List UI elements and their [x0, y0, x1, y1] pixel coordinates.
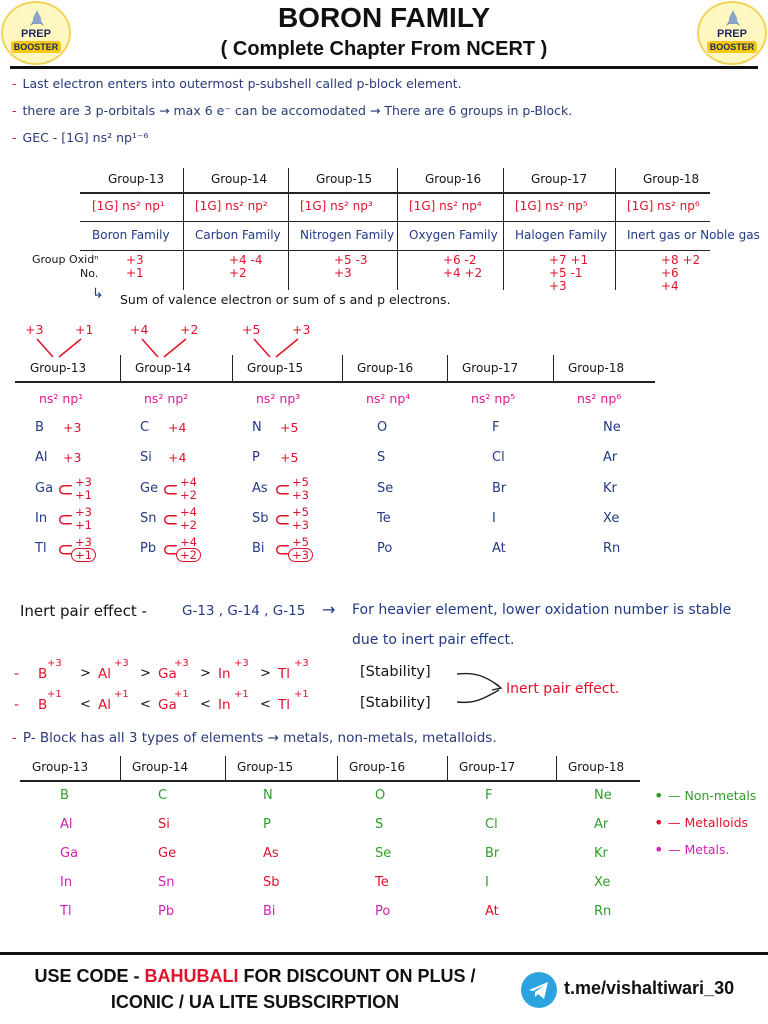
- ox-label: No.: [80, 267, 99, 280]
- table-col-divider: [288, 168, 289, 290]
- table-rule: [15, 381, 655, 383]
- oxidation-state: +3: [75, 535, 92, 549]
- element-symbol: In: [35, 511, 48, 526]
- legend-dot-icon: •: [654, 813, 664, 832]
- group-config: ns² np⁴: [366, 391, 411, 406]
- table-rule: [20, 780, 640, 782]
- group-oxidation: +6 -2: [443, 253, 477, 267]
- v-connector-icon: [134, 337, 194, 359]
- group-header: Group-15: [247, 361, 304, 375]
- brand-line-2: BOOSTER: [11, 41, 61, 53]
- group-config: [1G] ns² np²: [195, 199, 268, 213]
- legend-dot-icon: •: [654, 786, 664, 805]
- group-header: Group-14: [132, 760, 189, 774]
- element-symbol: Tl: [35, 541, 47, 556]
- table-col-divider: [232, 355, 233, 381]
- table-col-divider: [120, 355, 121, 381]
- page-subtitle: ( Complete Chapter From NCERT ): [220, 38, 548, 60]
- group-header: Group-13: [32, 760, 89, 774]
- element-symbol: Al: [35, 450, 48, 465]
- element-symbol: C: [158, 788, 168, 803]
- seq-charge: +1: [47, 689, 62, 700]
- group-config: ns² np⁶: [577, 391, 622, 406]
- group-header: Group-16: [357, 361, 414, 375]
- seq-element: Ga: [158, 697, 177, 713]
- element-symbol: Kr: [603, 481, 617, 496]
- group-config: [1G] ns² np⁴: [409, 199, 482, 213]
- seq-charge: +3: [174, 658, 189, 669]
- table-col-divider: [447, 756, 448, 780]
- seq-operator: <: [80, 697, 91, 712]
- group-header: Group-17: [459, 760, 516, 774]
- oxidation-state: +5: [292, 505, 309, 519]
- oxidation-pair-top: +3: [25, 322, 44, 337]
- element-symbol: Pb: [158, 904, 175, 919]
- group-config: [1G] ns² np⁶: [627, 199, 700, 213]
- element-symbol: I: [492, 511, 496, 526]
- element-symbol: F: [492, 420, 500, 435]
- oxidation-state: +5: [292, 535, 309, 549]
- group-header: Group-13: [30, 361, 87, 375]
- element-symbol: As: [263, 846, 279, 861]
- element-symbol: Al: [60, 817, 73, 832]
- group-header: Group-17: [531, 172, 588, 186]
- group-config: ns² np⁵: [471, 391, 516, 406]
- oxidation-state: +2: [180, 518, 197, 532]
- element-symbol: Pb: [140, 541, 157, 556]
- group-family: Halogen Family: [515, 228, 608, 242]
- title-divider: [10, 66, 758, 69]
- brand-line-2: BOOSTER: [707, 41, 757, 53]
- oxidation-state: +5: [292, 475, 309, 489]
- seq-operator: <: [140, 697, 151, 712]
- seq-element: Al: [98, 666, 111, 682]
- group-header: Group-16: [425, 172, 482, 186]
- oxidation-state: +4: [180, 535, 197, 549]
- oxidation-state: +3: [292, 518, 309, 532]
- group-config: [1G] ns² np³: [300, 199, 373, 213]
- oxidation-pair-top: +2: [180, 322, 199, 337]
- seq-element: Tl: [278, 697, 290, 713]
- element-symbol: Br: [492, 481, 507, 496]
- element-symbol: P: [263, 817, 271, 832]
- hook-arrow-icon: ↳: [92, 286, 104, 302]
- table-col-divider: [120, 756, 121, 780]
- legend-label: — Non-metals: [668, 788, 757, 803]
- group-config: [1G] ns² np¹: [92, 199, 165, 213]
- element-symbol: Ne: [594, 788, 612, 803]
- element-symbol: At: [485, 904, 499, 919]
- element-symbol: Se: [377, 481, 394, 496]
- seq-charge: +1: [114, 689, 129, 700]
- oxidation-state: +4: [180, 475, 197, 489]
- element-symbol: Po: [377, 541, 393, 556]
- promo-line-1: USE CODE - BAHUBALI FOR DISCOUNT ON PLUS /: [34, 966, 476, 986]
- seq-dash: -: [14, 666, 20, 682]
- seq-element: Al: [98, 697, 111, 713]
- group-family: Oxygen Family: [409, 228, 498, 242]
- element-symbol: Se: [375, 846, 392, 861]
- stability-label-2: [Stability]: [360, 695, 431, 711]
- element-symbol: B: [60, 788, 69, 803]
- element-symbol: Rn: [594, 904, 612, 919]
- brace-icon: ⊂: [274, 537, 291, 561]
- group-family: Carbon Family: [195, 228, 281, 242]
- group-oxidation: +4: [661, 279, 679, 293]
- footer-divider: [0, 952, 768, 955]
- circled-oxidation: +2: [176, 548, 201, 562]
- table-col-divider: [447, 355, 448, 381]
- element-symbol: I: [485, 875, 489, 890]
- inert-groups: G-13 , G-14 , G-15: [182, 603, 306, 619]
- note-1: - Last electron enters into outermost p-subshell called p-block element.: [12, 76, 462, 91]
- inert-desc-1: For heavier element, lower oxidation number is stable: [352, 602, 732, 618]
- group-config: ns² np¹: [39, 391, 84, 406]
- table-col-divider: [503, 168, 504, 290]
- element-symbol: Tl: [60, 904, 72, 919]
- element-symbol: C: [140, 420, 150, 435]
- inert-desc-2: due to inert pair effect.: [352, 632, 515, 648]
- oxidation-state: +4: [168, 450, 187, 465]
- element-symbol: P: [252, 450, 260, 465]
- element-symbol: Ge: [140, 481, 159, 496]
- legend-label: — Metalloids: [668, 815, 749, 830]
- element-symbol: Sb: [252, 511, 269, 526]
- element-symbol: B: [35, 420, 44, 435]
- legend-dot-icon: •: [654, 840, 664, 859]
- element-symbol: Xe: [594, 875, 611, 890]
- group-oxidation: +1: [126, 266, 144, 280]
- table-col-divider: [397, 168, 398, 290]
- brace-icon: ⊂: [57, 507, 74, 531]
- group-oxidation: +7 +1: [549, 253, 589, 267]
- seq-operator: <: [200, 697, 211, 712]
- seq-charge: +1: [234, 689, 249, 700]
- seq-charge: +1: [174, 689, 189, 700]
- oxidation-state: [288, 548, 313, 562]
- table-col-divider: [615, 168, 616, 290]
- table-col-divider: [337, 756, 338, 780]
- seq-charge: +3: [47, 658, 62, 669]
- oxidation-state: +3: [63, 450, 82, 465]
- brace-icon: ⊂: [57, 477, 74, 501]
- group-family: Inert gas or Noble gas: [627, 228, 760, 242]
- element-symbol: Ar: [603, 450, 618, 465]
- seq-operator: >: [260, 666, 271, 681]
- element-symbol: Bi: [263, 904, 276, 919]
- circled-oxidation: +1: [71, 548, 96, 562]
- page-title: BORON FAMILY: [277, 2, 491, 33]
- seq-element: In: [218, 666, 231, 682]
- brace-icon: ⊂: [274, 477, 291, 501]
- element-symbol: Kr: [594, 846, 608, 861]
- oxidation-state: +2: [180, 488, 197, 502]
- group-oxidation: +8 +2: [661, 253, 701, 267]
- types-note: - P- Block has all 3 types of elements → metals, non-metals, metalloids.: [12, 730, 497, 746]
- group-header: Group-18: [568, 760, 625, 774]
- element-symbol: Rn: [603, 541, 621, 556]
- v-connector-icon: [29, 337, 89, 359]
- group-header: Group-15: [316, 172, 373, 186]
- telegram-link[interactable]: t.me/vishaltiwari_30: [564, 978, 735, 998]
- group-oxidation: +3: [126, 253, 144, 267]
- seq-charge: +3: [234, 658, 249, 669]
- element-symbol: Ga: [35, 481, 54, 496]
- brace-icon: ⊂: [57, 537, 74, 561]
- group-header: Group-15: [237, 760, 294, 774]
- promo-line-2: ICONIC / UA LITE SUBSCIRPTION: [110, 992, 400, 1012]
- oxidation-state: +1: [75, 518, 92, 532]
- oxidation-state: +5: [280, 450, 299, 465]
- group-oxidation: +4 -4: [229, 253, 263, 267]
- group-oxidation: +3: [334, 266, 352, 280]
- oxidation-state: +4: [168, 420, 187, 435]
- group-oxidation: +5 -1: [549, 266, 583, 280]
- element-symbol: Ge: [158, 846, 177, 861]
- oxidation-pair-top: +1: [75, 322, 94, 337]
- group-family: Nitrogen Family: [300, 228, 395, 242]
- seq-charge: +3: [294, 658, 309, 669]
- oxidation-pair-top: +5: [242, 322, 261, 337]
- oxidation-state: [71, 548, 96, 562]
- group-header: Group-18: [568, 361, 625, 375]
- telegram-icon[interactable]: [521, 972, 557, 1008]
- oxidation-state: +3: [63, 420, 82, 435]
- v-connector-icon: [246, 337, 306, 359]
- group-config: ns² np³: [256, 391, 301, 406]
- oxidation-state: +1: [75, 488, 92, 502]
- table-col-divider: [342, 355, 343, 381]
- note-3: - GEC - [1G] ns² np¹⁻⁶: [12, 130, 149, 145]
- element-symbol: Br: [485, 846, 500, 861]
- element-symbol: Po: [375, 904, 391, 919]
- element-symbol: N: [252, 420, 262, 435]
- group-family: Boron Family: [92, 228, 170, 242]
- element-symbol: Sb: [263, 875, 280, 890]
- inert-arrow: →: [322, 600, 336, 619]
- table-col-divider: [183, 168, 184, 290]
- oxidation-state: [176, 548, 201, 562]
- element-symbol: Si: [158, 817, 170, 832]
- note-2: - there are 3 p-orbitals → max 6 e⁻ can be accomodated → There are 6 groups in p-Block.: [12, 103, 573, 118]
- element-symbol: O: [375, 788, 386, 803]
- group-oxidation: +2: [229, 266, 247, 280]
- ox-label: Group Oxidⁿ: [32, 253, 99, 266]
- seq-element: Tl: [278, 666, 290, 682]
- element-symbol: Te: [375, 875, 389, 890]
- group-config: ns² np²: [144, 391, 189, 406]
- group-oxidation: +3: [549, 279, 567, 293]
- oxidation-pair-top: +3: [292, 322, 311, 337]
- element-symbol: Ne: [603, 420, 621, 435]
- element-symbol: Xe: [603, 511, 620, 526]
- group-header: Group-17: [462, 361, 519, 375]
- group-header: Group-14: [211, 172, 268, 186]
- brace-icon: ⊂: [162, 507, 179, 531]
- element-symbol: S: [377, 450, 386, 465]
- seq-operator: <: [260, 697, 271, 712]
- element-symbol: Te: [377, 511, 391, 526]
- promo-code: BAHUBALI: [144, 966, 239, 986]
- element-symbol: Sn: [140, 511, 157, 526]
- element-symbol: Bi: [252, 541, 265, 556]
- element-symbol: Ga: [60, 846, 79, 861]
- seq-charge: +1: [294, 689, 309, 700]
- element-symbol: Cl: [485, 817, 498, 832]
- seq-element: In: [218, 697, 231, 713]
- seq-charge: +3: [114, 658, 129, 669]
- oxidation-state: +5: [280, 420, 299, 435]
- oxidation-state: +3: [75, 475, 92, 489]
- brand-line-1: PREP: [21, 28, 51, 40]
- table-col-divider: [553, 355, 554, 381]
- ox-note: Sum of valence electron or sum of s and p electrons.: [120, 292, 451, 307]
- element-symbol: N: [263, 788, 273, 803]
- group-header: Group-14: [135, 361, 192, 375]
- stability-label-1: [Stability]: [360, 664, 431, 680]
- seq-dash: -: [14, 697, 20, 713]
- group-oxidation: +4 +2: [443, 266, 483, 280]
- element-symbol: As: [252, 481, 268, 496]
- brace-icon: ⊂: [274, 507, 291, 531]
- group-header: Group-18: [643, 172, 700, 186]
- brace-icon: ⊂: [162, 537, 179, 561]
- seq-element: B: [38, 666, 48, 682]
- group-header: Group-13: [108, 172, 165, 186]
- brand-line-1: PREP: [717, 28, 747, 40]
- group-oxidation: +5 -3: [334, 253, 368, 267]
- seq-element: Ga: [158, 666, 177, 682]
- inert-effect-label: Inert pair effect.: [506, 681, 620, 697]
- element-symbol: Cl: [492, 450, 505, 465]
- group-header: Group-16: [349, 760, 406, 774]
- oxidation-state: +3: [292, 488, 309, 502]
- seq-operator: >: [200, 666, 211, 681]
- seq-operator: >: [80, 666, 91, 681]
- element-symbol: Si: [140, 450, 152, 465]
- seq-operator: >: [140, 666, 151, 681]
- element-symbol: In: [60, 875, 73, 890]
- promo-footer: [0, 952, 768, 1024]
- circled-oxidation: +3: [288, 548, 313, 562]
- element-symbol: S: [375, 817, 384, 832]
- element-symbol: O: [377, 420, 388, 435]
- oxidation-state: +3: [75, 505, 92, 519]
- table-col-divider: [225, 756, 226, 780]
- element-symbol: Sn: [158, 875, 175, 890]
- element-symbol: At: [492, 541, 506, 556]
- group-config: [1G] ns² np⁵: [515, 199, 588, 213]
- oxidation-state: +4: [180, 505, 197, 519]
- merge-arrow-icon: [455, 668, 505, 708]
- inert-label: Inert pair effect -: [20, 602, 147, 620]
- element-symbol: Ar: [594, 817, 609, 832]
- legend-label: — Metals.: [668, 842, 730, 857]
- oxidation-pair-top: +4: [130, 322, 149, 337]
- seq-element: B: [38, 697, 48, 713]
- brace-icon: ⊂: [162, 477, 179, 501]
- group-oxidation: +6: [661, 266, 679, 280]
- table-col-divider: [556, 756, 557, 780]
- element-symbol: F: [485, 788, 493, 803]
